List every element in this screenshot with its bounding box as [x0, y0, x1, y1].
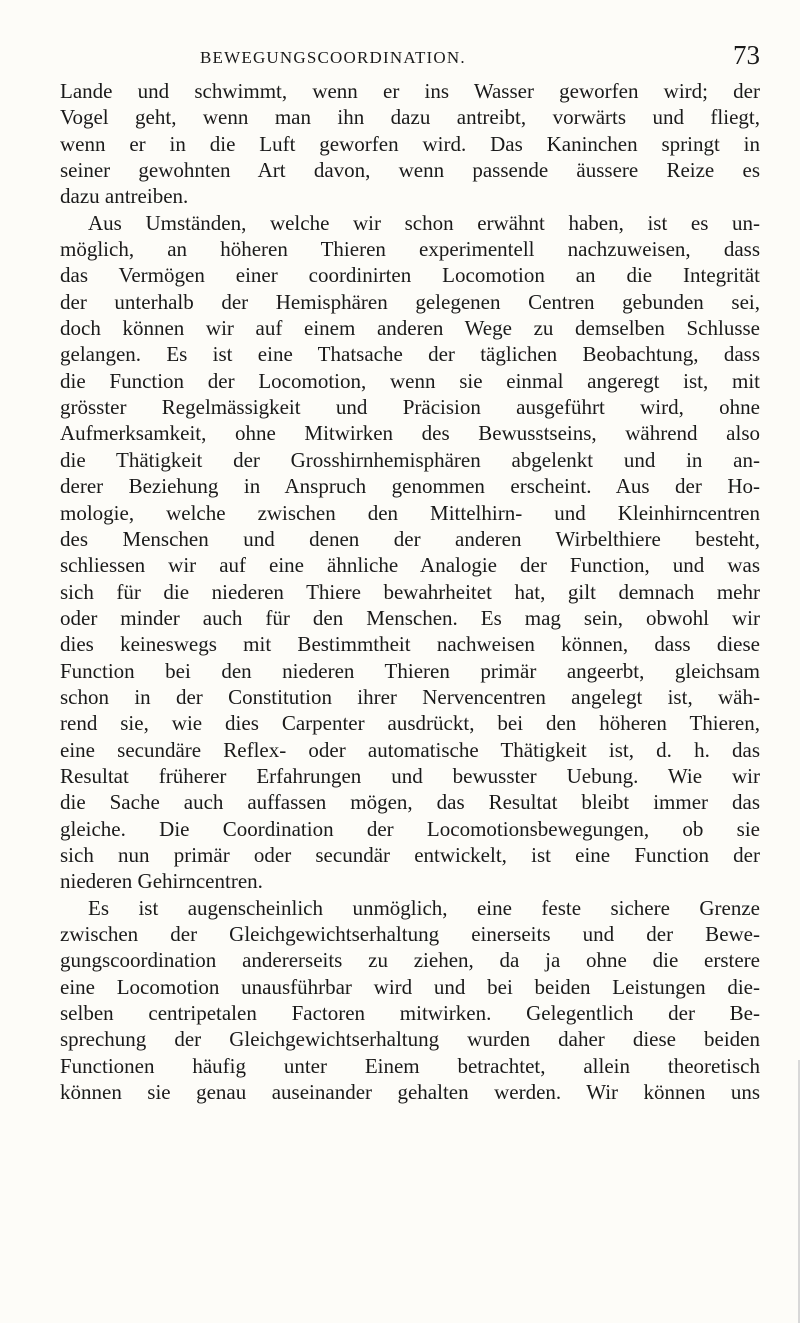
text-line: gelangen. Es ist eine Thatsache der täglichen Beobachtung, dass [60, 342, 760, 367]
text-line: möglich, an höheren Thieren experimentell nachzuweisen, dass [60, 237, 760, 262]
text-line: die Sache auch auffassen mögen, das Resultat bleibt immer das [60, 790, 760, 815]
text-line: das Vermögen einer coordinirten Locomotion an die Integrität [60, 263, 760, 288]
text-line: gleiche. Die Coordination der Locomotionsbewegungen, ob sie [60, 816, 760, 841]
text-line: gungscoordination andererseits zu ziehen, da ja ohne die erstere [60, 948, 760, 973]
text-line: dies keineswegs mit Bestimmtheit nachweisen können, dass diese [60, 632, 760, 657]
text-line: niederen Gehirncentren. [60, 869, 263, 894]
text-line: der unterhalb der Hemisphären gelegenen Centren gebunden sei, [60, 289, 760, 314]
text-line: Lande und schwimmt, wenn er ins Wasser geworfen wird; der [60, 79, 760, 103]
text-line: schon in der Constitution ihrer Nervencentren angelegt ist, wäh- [60, 684, 760, 709]
text-line: Functionen häufig unter Einem betrachtet, allein theoretisch [60, 1053, 760, 1078]
body-text [60, 78, 760, 1105]
text-line: zwischen der Gleichgewichtserhaltung einerseits und der Bewe- [60, 922, 760, 946]
text-line: selben centripetalen Factoren mitwirken. Gelegentlich der Be- [60, 1001, 760, 1026]
text-line: Aufmerksamkeit, ohne Mitwirken des Bewusstseins, während also [60, 421, 760, 446]
text-line: sich für die niederen Thiere bewahrheitet hat, gilt demnach mehr [60, 579, 760, 604]
text-line: grösster Regelmässigkeit und Präcision ausgeführt wird, ohne [60, 395, 760, 420]
text-line: Function bei den niederen Thieren primär angeerbt, gleichsam [60, 658, 760, 683]
text-line: dazu antreiben. [60, 184, 189, 209]
running-head [60, 40, 760, 76]
text-line: können sie genau auseinander gehalten werden. Wir können uns [60, 1080, 760, 1105]
text-line: rend sie, wie dies Carpenter ausdrückt, bei den höheren Thieren, [60, 711, 760, 736]
text-line: eine secundäre Reflex- oder automatische Thätigkeit ist, d. h. das [60, 737, 760, 762]
text-line: oder minder auch für den Menschen. Es mag sein, obwohl wir [60, 605, 760, 630]
text-line: die Thätigkeit der Grosshirnhemisphären abgelenkt und in an- [60, 447, 760, 472]
text-line: seiner gewohnten Art davon, wenn passende äussere Reize es [60, 158, 760, 183]
text-line: Vogel geht, wenn man ihn dazu antreibt, vorwärts und fliegt, [60, 105, 760, 130]
running-head-title: BEWEGUNGSCOORDINATION. [200, 48, 466, 67]
text-line: schliessen wir auf eine ähnliche Analogie der Function, und was [60, 553, 760, 578]
text-line: sprechung der Gleichgewichtserhaltung wurden daher diese beiden [60, 1027, 760, 1052]
text-line: Resultat früherer Erfahrungen und bewusster Uebung. Wie wir [60, 763, 760, 788]
page-number: 73 [733, 40, 760, 70]
text-line: doch können wir auf einem anderen Wege zu demselben Schlusse [60, 316, 760, 341]
text-line: die Function der Locomotion, wenn sie einmal angeregt ist, mit [60, 368, 760, 393]
text-line: derer Beziehung in Anspruch genommen erscheint. Aus der Ho- [60, 474, 760, 499]
text-line: Aus Umständen, welche wir schon erwähnt haben, ist es un- [88, 210, 760, 235]
text-line: sich nun primär oder secundär entwickelt, ist eine Function der [60, 842, 760, 867]
text-line: wenn er in die Luft geworfen wird. Das Kaninchen springt in [60, 131, 760, 156]
text-line: eine Locomotion unausführbar wird und bei beiden Leistungen die- [60, 974, 760, 999]
text-line: des Menschen und denen der anderen Wirbelthiere besteht, [60, 526, 760, 551]
text-line: mologie, welche zwischen den Mittelhirn- und Kleinhirncentren [60, 500, 760, 525]
text-line: Es ist augenscheinlich unmöglich, eine feste sichere Grenze [88, 895, 760, 920]
